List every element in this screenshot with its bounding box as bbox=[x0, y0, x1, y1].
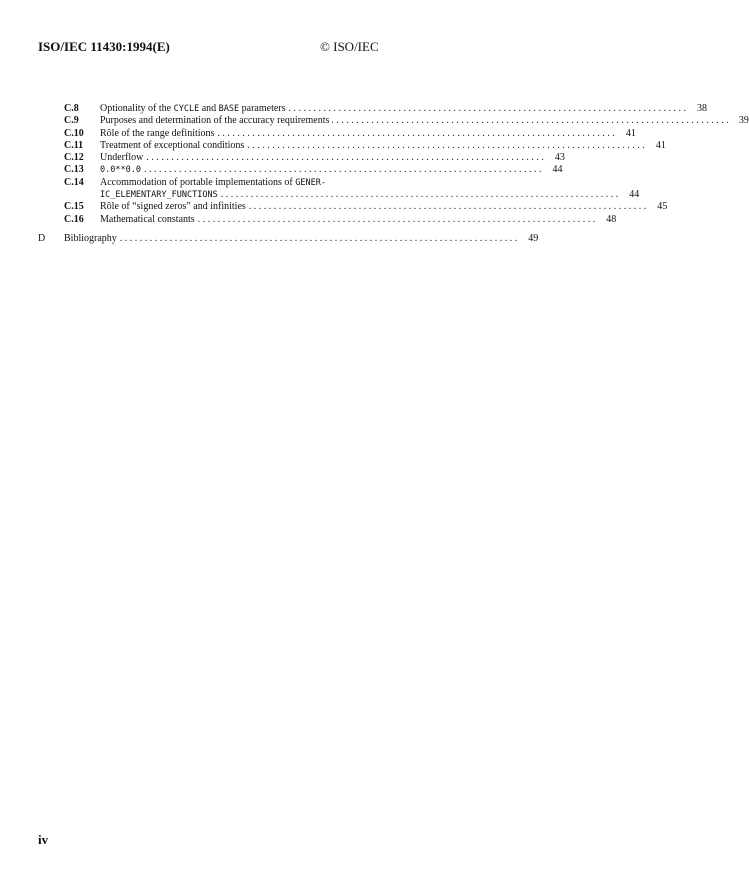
dot-leader bbox=[247, 140, 645, 152]
toc-page: 43 bbox=[554, 152, 565, 164]
toc-entry-c13[interactable] bbox=[38, 164, 563, 176]
dot-leader bbox=[249, 201, 647, 213]
toc-title: Purposes and determination of the accuracy requirements bbox=[100, 115, 330, 127]
toc-number: C.8 bbox=[64, 103, 79, 114]
toc-title: Bibliography bbox=[64, 232, 117, 244]
toc-number: C.13 bbox=[64, 164, 84, 176]
dot-leader bbox=[331, 115, 729, 127]
toc-entry-c14[interactable] bbox=[38, 177, 388, 189]
toc-page: 41 bbox=[625, 127, 636, 139]
toc-title: Mathematical constants bbox=[100, 213, 195, 225]
toc-entry-c12[interactable] bbox=[38, 152, 565, 164]
toc-page: 48 bbox=[606, 213, 617, 225]
toc-page: 44 bbox=[552, 164, 563, 176]
running-header-standard: ISO/IEC 11430:1994(E) bbox=[38, 39, 170, 54]
toc-entry-c16[interactable] bbox=[38, 213, 617, 226]
toc-number: C.12 bbox=[64, 152, 84, 164]
toc-title: Accommodation of portable implementations of GENER- bbox=[100, 176, 326, 188]
toc-entry-c8[interactable] bbox=[38, 103, 708, 115]
toc-entry-c14-continued[interactable] bbox=[38, 189, 640, 201]
toc-page: 38 bbox=[697, 103, 708, 114]
dot-leader bbox=[144, 164, 542, 176]
toc-title: Optionality of the CYCLE and BASE parameters bbox=[100, 103, 286, 114]
toc-entry-c15[interactable] bbox=[38, 201, 668, 213]
toc-page: 39 bbox=[738, 115, 749, 127]
dot-leader bbox=[217, 128, 615, 140]
toc-page: 45 bbox=[657, 201, 668, 213]
toc-title: IC_ELEMENTARY_FUNCTIONS bbox=[100, 190, 218, 201]
toc-page: 44 bbox=[629, 189, 640, 201]
toc-number: C.14 bbox=[64, 176, 84, 188]
dot-leader bbox=[289, 103, 687, 115]
toc-title: Underflow bbox=[100, 152, 144, 164]
toc-entry-c10[interactable] bbox=[38, 127, 636, 140]
table-of-contents bbox=[38, 103, 749, 245]
toc-entry-bibliography[interactable] bbox=[38, 232, 539, 245]
toc-title: Rôle of the range definitions bbox=[100, 127, 215, 139]
toc-page: 49 bbox=[528, 232, 539, 244]
page-number: iv bbox=[38, 832, 49, 847]
toc-entry-c11[interactable] bbox=[38, 139, 666, 152]
toc-title: 0.0**0.0 bbox=[100, 165, 141, 176]
toc-number: C.10 bbox=[64, 127, 84, 139]
toc-entry-c9[interactable] bbox=[38, 115, 749, 127]
toc-number: D bbox=[38, 232, 46, 244]
dot-leader bbox=[221, 189, 619, 201]
running-header-copyright: © ISO/IEC bbox=[320, 39, 379, 54]
toc-title: Treatment of exceptional conditions bbox=[100, 139, 245, 151]
dot-leader bbox=[146, 152, 544, 164]
dot-leader bbox=[198, 214, 596, 226]
toc-number: C.9 bbox=[64, 115, 79, 127]
toc-title: Rôle of “signed zeros” and infinities bbox=[100, 201, 246, 213]
toc-number: C.11 bbox=[64, 139, 84, 151]
toc-number: C.15 bbox=[64, 201, 84, 213]
toc-page: 41 bbox=[655, 139, 666, 151]
dot-leader bbox=[120, 233, 518, 245]
toc-number: C.16 bbox=[64, 213, 84, 225]
